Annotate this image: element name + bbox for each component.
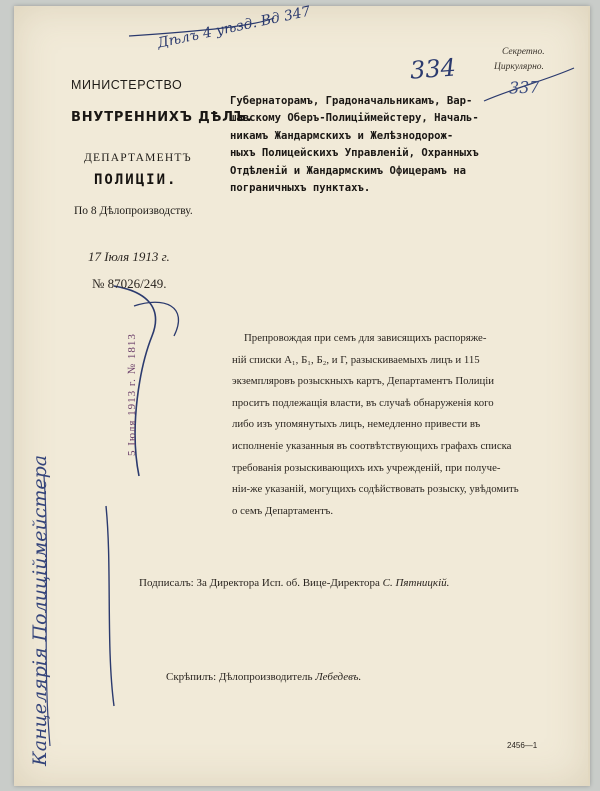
signed-label: Подписалъ: За Директора Исп. об. Вице-Директора	[139, 577, 380, 589]
body-line: проситъ подлежащiя власти, въ случаѣ обнаруженiя кого	[232, 396, 494, 409]
circular-label: Циркулярно.	[494, 62, 544, 72]
police-label: ПОЛИЦIИ.	[94, 172, 178, 188]
countersigned-name: Лебедевъ.	[315, 671, 362, 683]
handwritten-number-main: 334	[409, 53, 457, 85]
department-label: ДЕПАРТАМЕНТЪ	[84, 152, 192, 164]
signed-by	[139, 577, 449, 589]
document-number: № 87026/249.	[92, 276, 167, 291]
addressee-line: пограничныхъ пунктахъ.	[230, 182, 371, 195]
addressee-line: Отдѣленiй и Жандармскимъ Офицерамъ на	[230, 164, 466, 177]
office-label: По 8 Дѣлопроизводству.	[74, 205, 193, 217]
body-line: либо изъ упомянутыхъ лицъ, немедленно привести въ	[232, 418, 481, 431]
body-text	[232, 328, 562, 522]
body-line: требованiя розыскивающихъ ихъ учрежденiй, при получе-	[232, 461, 501, 474]
addressee-line: никамъ Жандармскихъ и Желѣзнодорож-	[230, 129, 454, 142]
body-line: о семъ Департаментъ.	[232, 504, 334, 517]
handwritten-top-note: Дѣлъ 4 уѣзд. Вд 347	[156, 3, 312, 52]
body-line: экземпляровъ розыскныхъ картъ, Департаментъ Полицiи	[232, 375, 495, 388]
footer-code: 2456—1	[507, 741, 538, 750]
signed-name: С. Пятницкiй.	[382, 577, 450, 589]
addressee-line: шавскому Оберъ-Полицiймейстеру, Началь-	[230, 112, 479, 125]
body-line: исполненiе указанныя въ соотвѣтствующихъ графахъ списка	[232, 439, 512, 452]
body-line: Препровождая при семъ для зависящихъ распоряже-	[244, 332, 487, 344]
handwritten-number-secondary: 337	[508, 77, 540, 98]
document-page	[14, 3, 590, 786]
body-line: нiй списки А₁, Б₁, Б₂, и Г, разыскиваемыхъ лицъ и 115	[232, 353, 480, 366]
addressee-line: Губернаторамъ, Градоначальникамъ, Вар-	[230, 95, 473, 107]
handwritten-margin-note: Канцелярiя Полицiймейстера	[29, 454, 51, 766]
addressees-block	[230, 93, 560, 197]
countersigned-label: Скрѣпилъ: Дѣлопроизводитель	[166, 671, 313, 683]
ministry-line1: МИНИСТЕРСТВО	[71, 78, 183, 92]
secret-label: Секретно.	[502, 47, 545, 57]
ministry-line2: ВНУТРЕННИХЪ ДѢЛЪ.	[71, 110, 253, 125]
addressee-line: ныхъ Полицейскихъ Управленiй, Охранныхъ	[230, 147, 479, 160]
document-date: 17 Iюля 1913 г.	[88, 249, 170, 264]
countersigned-by	[166, 671, 361, 683]
body-line: нiи-же указанiй, могущихъ содѣйствовать розыску, увѣдомить	[232, 483, 519, 496]
margin-stamp: 5 Iюля 1913 г. № 1813	[126, 333, 138, 456]
